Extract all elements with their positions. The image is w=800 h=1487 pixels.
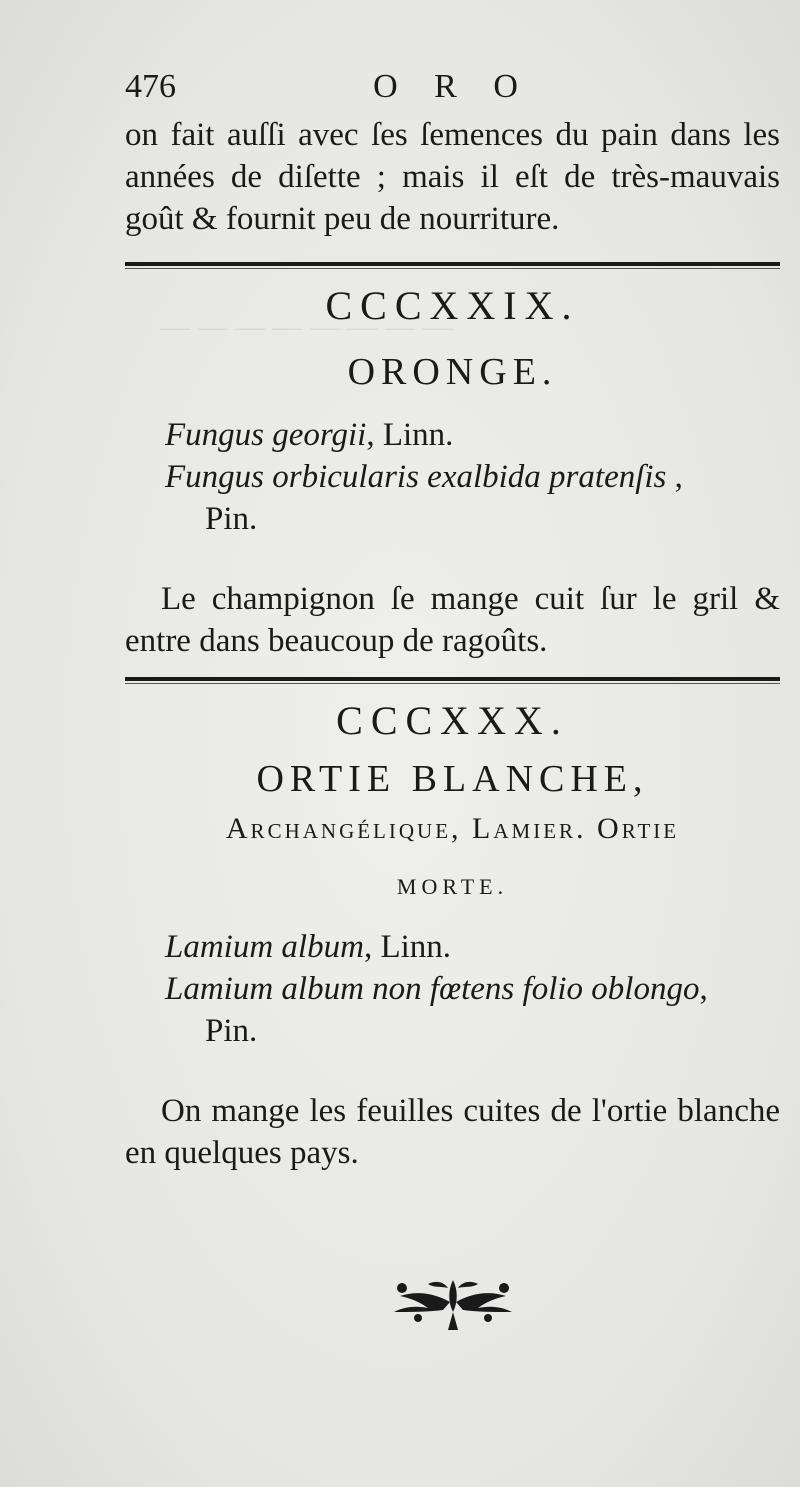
latin-name: Fungus orbicularis exalbida pratenſis , Pin. (165, 459, 683, 537)
latin-name: Lamium album non fœtens folio oblongo, Pin. (165, 971, 708, 1049)
section-rule (125, 262, 780, 266)
entry-title: ORTIE BLANCHE, (256, 758, 649, 800)
page-number: 476 (125, 68, 176, 105)
running-title: O R O (373, 68, 532, 105)
page-header (125, 68, 780, 112)
entry-synonyms: Archangélique, Lamier. Ortie (225, 812, 680, 845)
ornament-icon (388, 1272, 518, 1332)
latin-name: Fungus georgii, Linn. (165, 417, 454, 453)
entry-title: ORONGE. (347, 351, 558, 393)
continuation-paragraph: on fait auſſi avec ſes ſemences du pain dans les années de diſette ; mais il eſt de très-mauvais goût & fournit peu de nourriture. (125, 117, 780, 237)
entry-description: Le champignon ſe mange cuit ſur le gril & entre dans beaucoup de ragoûts. (125, 581, 780, 659)
entry-synonyms-continued: MORTE. (396, 874, 509, 899)
entry-number: CCCXXX. (336, 698, 569, 743)
section-rule (125, 677, 780, 681)
show-through-text: — — — — — — — — (160, 310, 453, 343)
latin-name: Lamium album, Linn. (165, 929, 452, 965)
entry-number: CCCXXIX. (325, 283, 580, 328)
entry-description: On mange les feuilles cuites de l'ortie blanche en quelques pays. (125, 1093, 780, 1171)
